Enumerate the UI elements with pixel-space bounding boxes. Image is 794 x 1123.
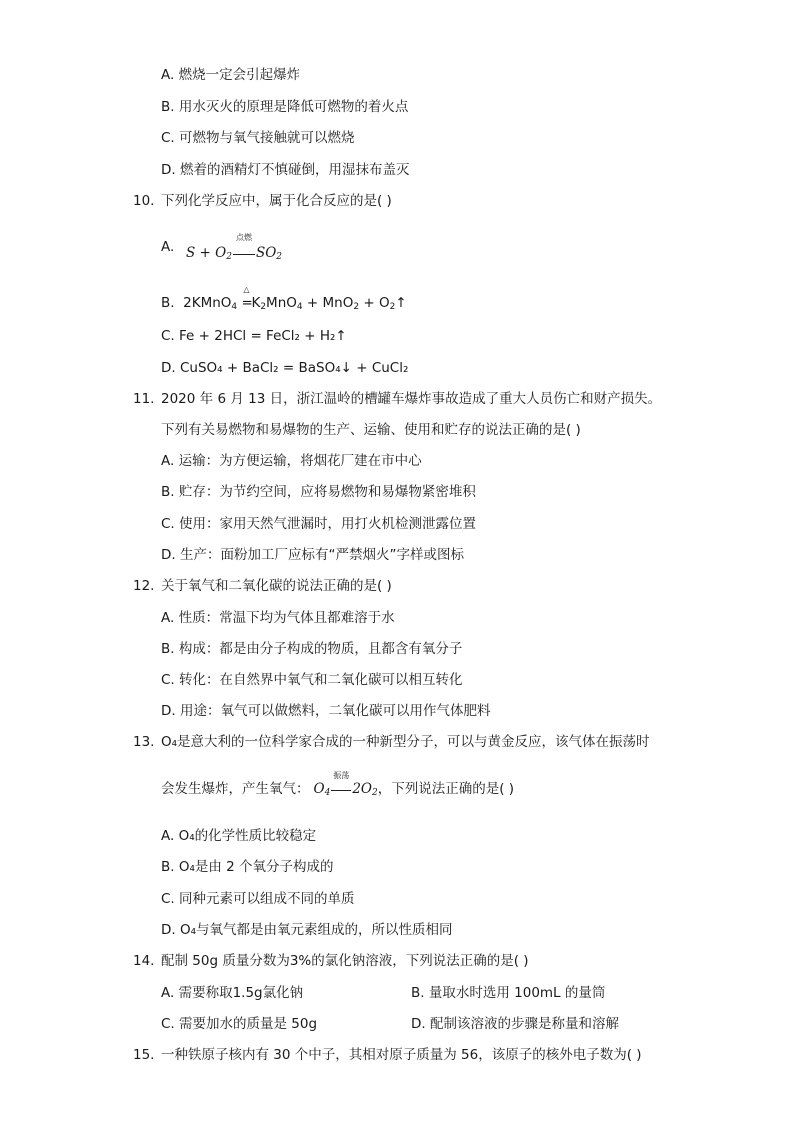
q14-stem	[133, 952, 529, 970]
q13-number: 13.	[133, 734, 155, 750]
q12-option-a: A. 性质：常温下均为气体且都难溶于水	[161, 610, 395, 626]
q14-number: 14.	[133, 953, 155, 969]
q13-stem1-text: O₄是意大利的一位科学家合成的一种新型分子，可以与黄金反应，该气体在振荡时	[161, 734, 650, 750]
q11-stem-line1	[133, 390, 661, 408]
q10-option-a-label: A.	[161, 239, 175, 255]
q13-stem2-post: ，下列说法正确的是( )	[377, 781, 515, 797]
q12-option-d: D. 用途：氧气可以做燃料，二氧化碳可以用作气体肥料	[161, 703, 491, 719]
q13-condition: 振荡	[333, 771, 350, 780]
q14-option-c: C. 需要加水的质量是 50g	[161, 1016, 318, 1032]
q13-option-a: A. O₄的化学性质比较稳定	[161, 828, 317, 844]
q12-number: 12.	[133, 578, 155, 594]
q14-stem-text: 配制 50g 质量分数为3%的氯化钠溶液，下列说法正确的是( )	[161, 953, 529, 969]
q15-number: 15.	[133, 1047, 155, 1063]
q13-option-d: D. O₄与氧气都是由氧元素组成的，所以性质相同	[161, 922, 453, 938]
q11-option-d: D. 生产：面粉加工厂应标有“严禁烟火”字样或图标	[161, 547, 464, 563]
q13-option-b: B. O₄是由 2 个氧分子构成的	[161, 859, 334, 875]
q13-stem2-pre: 会发生爆炸，产生氧气：	[161, 781, 310, 797]
q12-option-c: C. 转化：在自然界中氧气和二氧化碳可以相互转化	[161, 672, 463, 688]
q13-option-c: C. 同种元素可以组成不同的单质	[161, 891, 355, 907]
q10-option-a-condition: 点燃	[235, 233, 252, 242]
q12-stem-text: 关于氧气和二氧化碳的说法正确的是( )	[161, 578, 392, 594]
q15-stem	[133, 1046, 642, 1064]
q9-option-a: A. 燃烧一定会引起爆炸	[161, 67, 301, 83]
q14-option-b: B. 量取水时选用 100mL 的量筒	[411, 985, 606, 1001]
q9-option-d: D. 燃着的酒精灯不慎碰倒，用湿抹布盖灭	[161, 162, 410, 178]
q11-option-c: C. 使用：家用天然气泄漏时，用打火机检测泄露位置	[161, 516, 477, 532]
q13-stem-line1	[133, 733, 650, 751]
q10-stem-text: 下列化学反应中，属于化合反应的是( )	[161, 193, 392, 209]
q11-option-a: A. 运输：为方便运输，将烟花厂建在市中心	[161, 453, 422, 469]
q14-option-d: D. 配制该溶液的步骤是称量和溶解	[411, 1016, 619, 1032]
q11-option-b: B. 贮存：为节约空间，应将易燃物和易爆物紧密堆积	[161, 484, 476, 500]
q10-option-a	[161, 238, 174, 256]
q9-option-b: B. 用水灭火的原理是降低可燃物的着火点	[161, 99, 409, 115]
q11-stem1-text: 2020 年 6 月 13 日，浙江温岭的槽罐车爆炸事故造成了重大人员伤亡和财产损失。	[161, 391, 662, 407]
q13-stem-line2: 会发生爆炸，产生氧气： $O_4$ 振荡 $2O_2$，下列说法正确的是( )	[161, 780, 514, 798]
q15-stem-text: 一种铁原子核内有 30 个中子，其相对原子质量为 56，该原子的核外电子数为( )	[161, 1047, 642, 1063]
q12-option-b: B. 构成：都是由分子构成的物质，且都含有氧分子	[161, 641, 463, 657]
q12-stem	[133, 577, 392, 595]
q10-number: 10.	[133, 193, 155, 209]
q10-option-c: C. Fe + 2HCl = FeCl₂ + H₂↑	[161, 328, 347, 344]
q9-option-c: C. 可燃物与氧气接触就可以燃烧	[161, 130, 355, 146]
q10-option-b-condition: △	[243, 285, 250, 294]
q10-option-b: B. 2KMnO$_4$ △ $=K_2MnO_4 + MnO_2$ + $O_2↑$	[161, 294, 407, 312]
q11-stem-line2: 下列有关易燃物和易爆物的生产、运输、使用和贮存的说法正确的是( )	[161, 422, 581, 438]
q10-option-a-equation: $S + O_2$ 点燃 $SO_2$	[186, 244, 282, 262]
q10-option-b-label: B.	[161, 295, 175, 311]
q11-number: 11.	[133, 391, 155, 407]
q10-option-d: D. CuSO₄ + BaCl₂ = BaSO₄↓ + CuCl₂	[161, 360, 409, 376]
q10-stem	[133, 192, 392, 210]
q14-option-a: A. 需要称取1.5g氯化钠	[161, 985, 304, 1001]
